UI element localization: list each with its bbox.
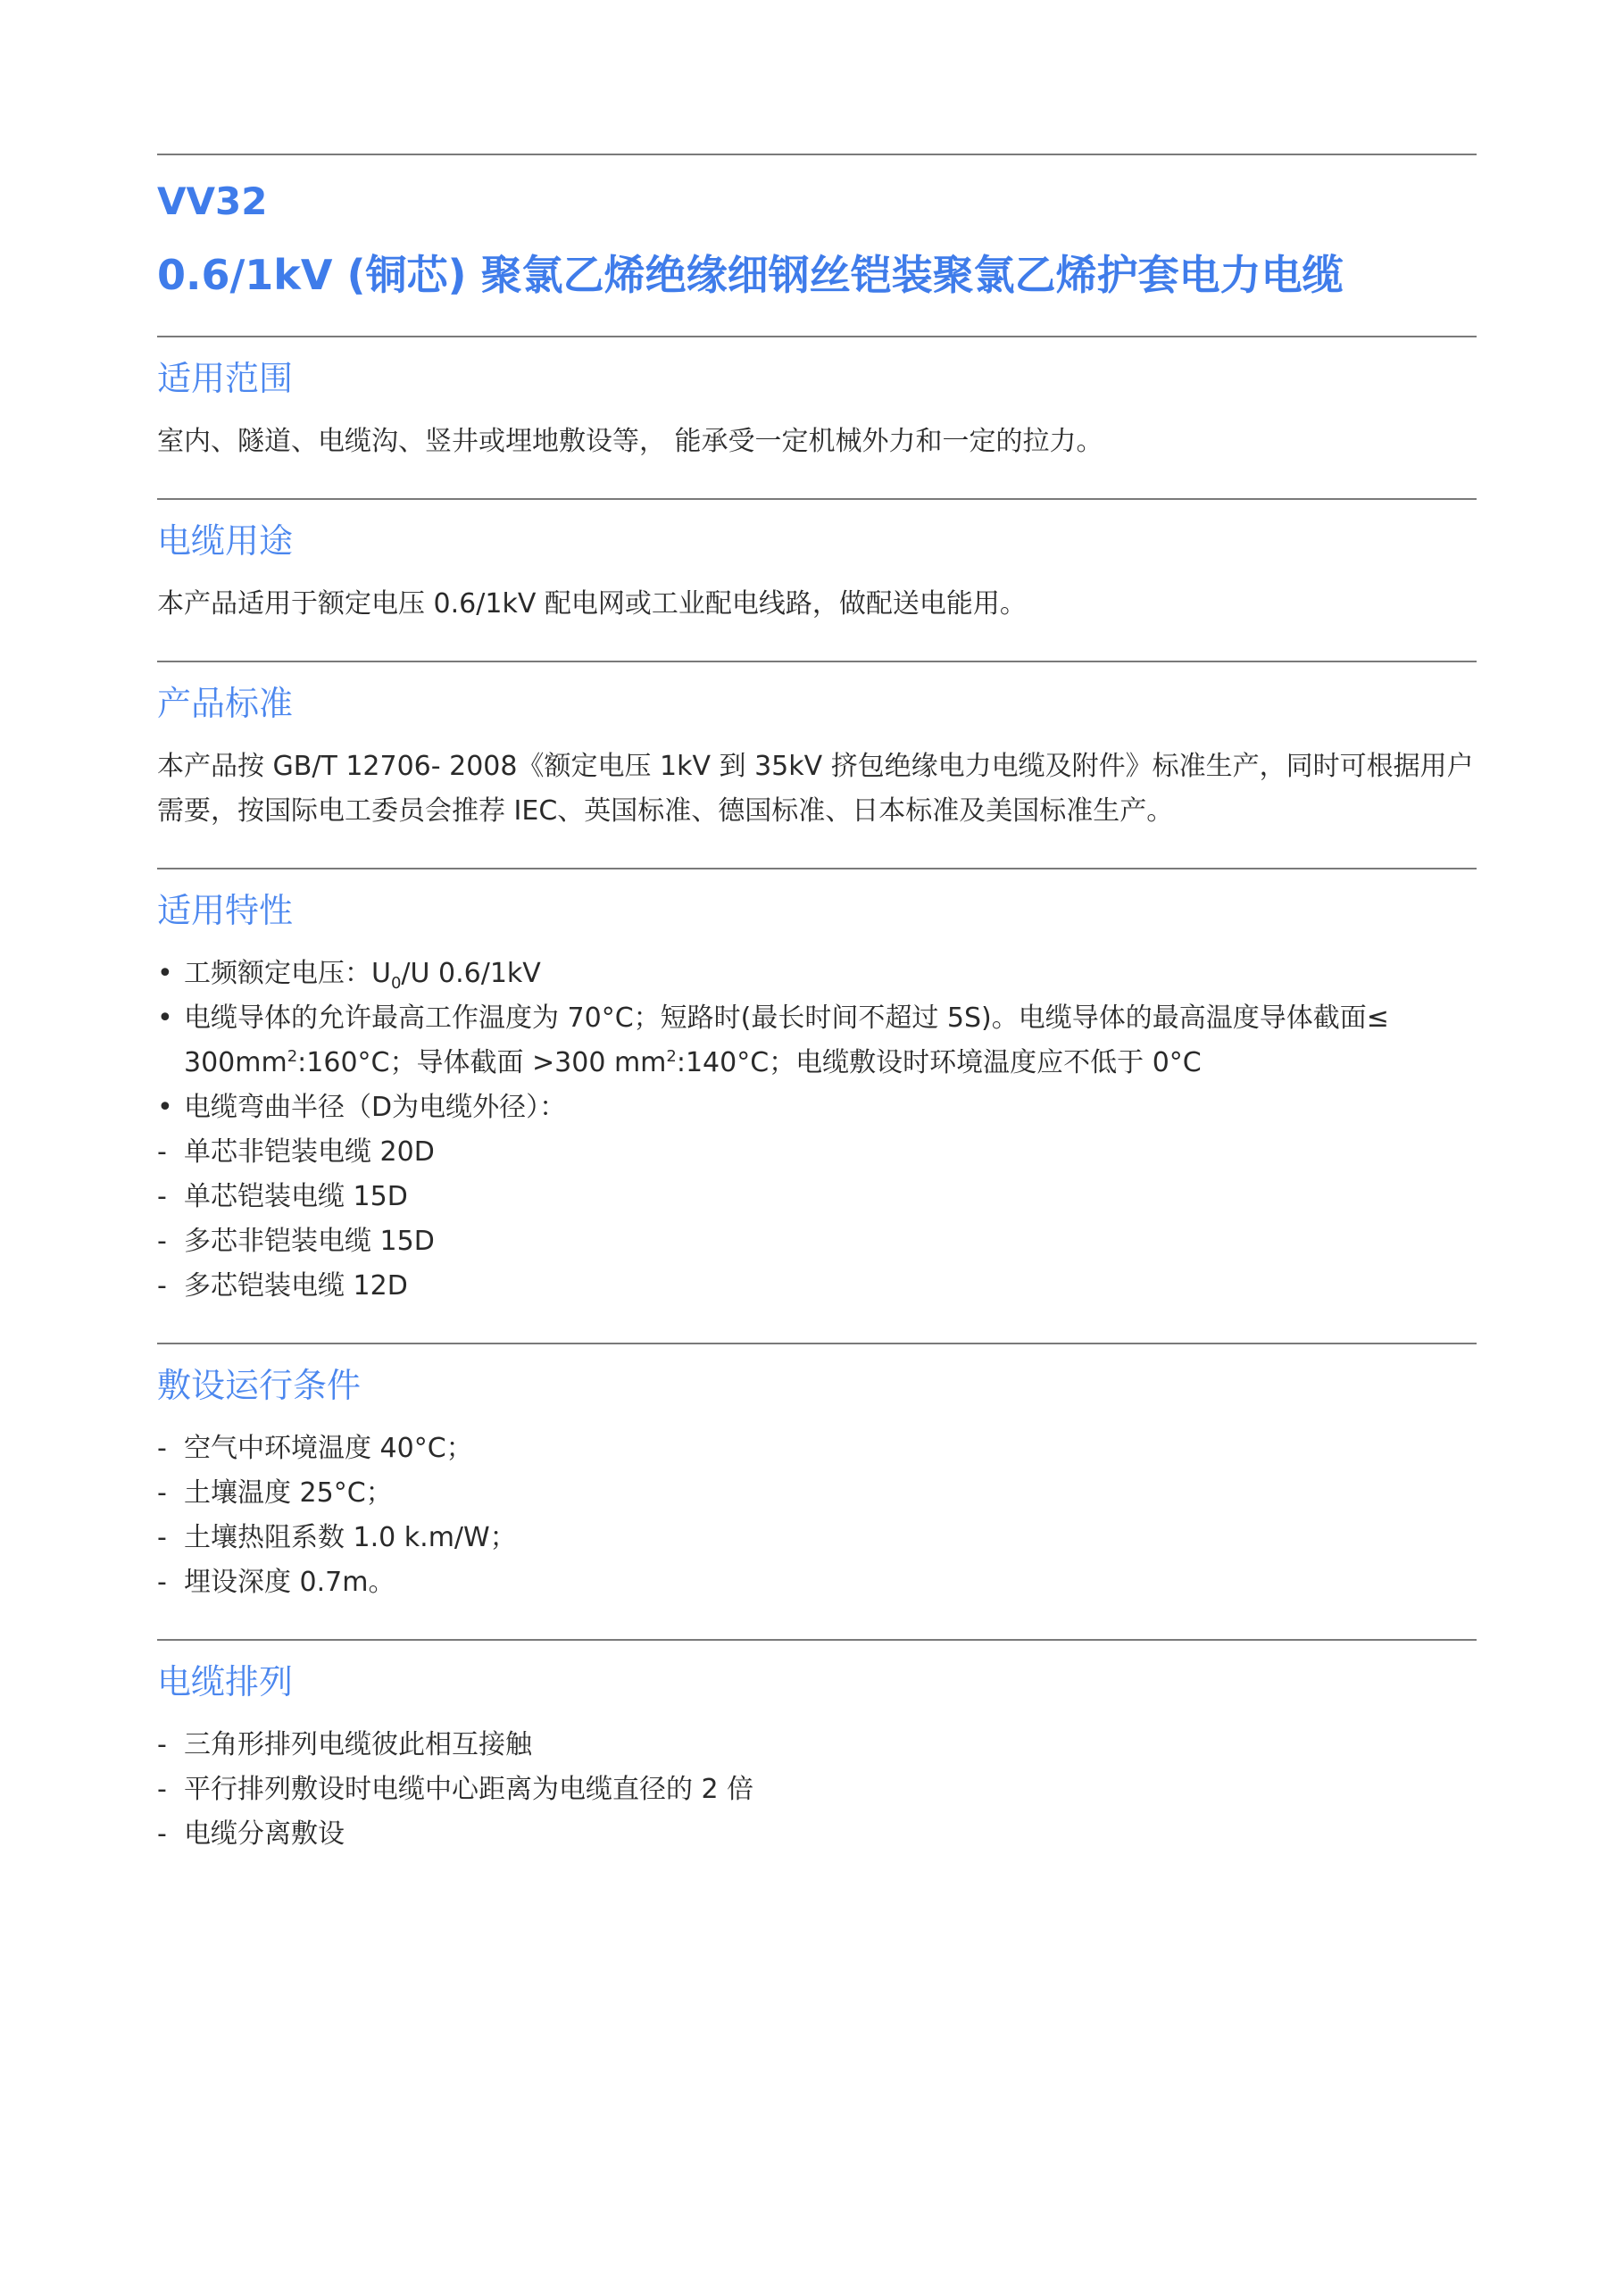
product-title: 0.6/1kV (铜芯) 聚氯乙烯绝缘细钢丝铠装聚氯乙烯护套电力电缆 <box>157 251 1344 299</box>
section-text: 本产品适用于额定电压 0.6/1kV 配电网或工业配电线路，做配送电能用。 <box>157 588 1027 620</box>
dash-marker: - <box>157 1522 167 1553</box>
section-heading: 电缆排列 <box>157 1662 294 1701</box>
list-item-bend-radius <box>157 1086 1477 1130</box>
rated-voltage-suffix: /U 0.6/1kV <box>401 958 541 989</box>
list-item-text: 多芯铠装电缆 12D <box>184 1270 408 1302</box>
section-arrangement <box>157 1639 1477 1857</box>
list-item <box>157 1175 1477 1219</box>
characteristics-list <box>157 952 1477 1309</box>
list-item <box>157 1768 1477 1812</box>
dash-marker: - <box>157 1567 167 1598</box>
bullet-marker: • <box>157 1092 173 1123</box>
list-item-text: 平行排列敷设时电缆中心距离为电缆直径的 2 倍 <box>184 1774 754 1805</box>
section-conditions <box>157 1343 1477 1605</box>
list-item-temperature <box>157 996 1477 1086</box>
dash-marker: - <box>157 1433 167 1464</box>
list-item-text: 土壤热阻系数 1.0 k.m/W； <box>184 1522 517 1553</box>
bullet-marker: • <box>157 958 173 989</box>
dash-marker: - <box>157 1181 167 1212</box>
rated-voltage-prefix: 工频额定电压：U <box>184 958 391 989</box>
list-item-text: 埋设深度 0.7m。 <box>184 1567 395 1598</box>
arrangement-list <box>157 1723 1477 1857</box>
document-page <box>157 154 1477 1857</box>
temperature-part2: :160°C；导体截面 >300 mm <box>297 1047 667 1078</box>
list-item-text: 单芯铠装电缆 15D <box>184 1181 408 1212</box>
section-characteristics <box>157 868 1477 1309</box>
list-item-text: 三角形排列电缆彼此相互接触 <box>184 1729 532 1760</box>
list-item <box>157 1427 1477 1471</box>
section-text: 本产品按 GB/T 12706- 2008《额定电压 1kV 到 35kV 挤包绝缘电力电缆及附件》标准生产，同时可根据用户需要，按国际电工委员会推荐 IEC、英国标准、德国标准、日本标准及美国标准生产。 <box>157 751 1474 827</box>
temperature-part1: 电缆导体的允许最高工作温度为 70°C；短路时(最长时间不超过 5S)。电缆导体的最高温度导体截面≤ 300mm <box>184 1002 1389 1078</box>
section-divider <box>157 336 1477 337</box>
list-item-text: 空气中环境温度 40°C； <box>184 1433 473 1464</box>
section-divider <box>157 1639 1477 1641</box>
list-item <box>157 1130 1477 1175</box>
bullet-marker: • <box>157 1002 173 1034</box>
section-heading: 电缆用途 <box>157 521 294 561</box>
section-heading: 适用特性 <box>157 891 294 930</box>
top-divider <box>157 154 1477 155</box>
section-divider <box>157 1343 1477 1344</box>
temperature-part3: :140°C；电缆敷设时环境温度应不低于 0°C <box>676 1047 1202 1078</box>
list-item-text: 电缆分离敷设 <box>184 1818 345 1850</box>
rated-voltage-subscript: 0 <box>390 974 402 993</box>
dash-marker: - <box>157 1774 167 1805</box>
dash-marker: - <box>157 1729 167 1760</box>
list-item-text: 土壤温度 25°C； <box>184 1477 393 1509</box>
dash-marker: - <box>157 1226 167 1257</box>
section-standard <box>157 661 1477 834</box>
temperature-superscript-1: 2 <box>287 1047 298 1066</box>
list-item <box>157 1264 1477 1309</box>
list-item-text: 单芯非铠装电缆 20D <box>184 1136 435 1168</box>
list-item-rated-voltage <box>157 952 1477 996</box>
conditions-list <box>157 1427 1477 1605</box>
dash-marker: - <box>157 1477 167 1509</box>
section-heading: 产品标准 <box>157 684 294 723</box>
section-divider <box>157 661 1477 662</box>
product-model: VV32 <box>157 179 268 223</box>
list-item-text: 多芯非铠装电缆 15D <box>184 1226 435 1257</box>
list-item <box>157 1471 1477 1516</box>
list-item <box>157 1560 1477 1605</box>
section-heading: 敷设运行条件 <box>157 1366 362 1405</box>
bend-radius-text: 电缆弯曲半径（D为电缆外径）： <box>184 1092 567 1123</box>
dash-marker: - <box>157 1818 167 1850</box>
list-item <box>157 1812 1477 1857</box>
section-usage <box>157 498 1477 627</box>
section-divider <box>157 868 1477 869</box>
dash-marker: - <box>157 1270 167 1302</box>
section-scope <box>157 336 1477 464</box>
section-heading: 适用范围 <box>157 359 294 398</box>
list-item <box>157 1219 1477 1264</box>
list-item <box>157 1723 1477 1768</box>
dash-marker: - <box>157 1136 167 1168</box>
section-divider <box>157 498 1477 500</box>
temperature-superscript-2: 2 <box>666 1047 677 1066</box>
list-item <box>157 1516 1477 1560</box>
section-text: 室内、隧道、电缆沟、竖井或埋地敷设等， 能承受一定机械外力和一定的拉力。 <box>157 426 1103 457</box>
